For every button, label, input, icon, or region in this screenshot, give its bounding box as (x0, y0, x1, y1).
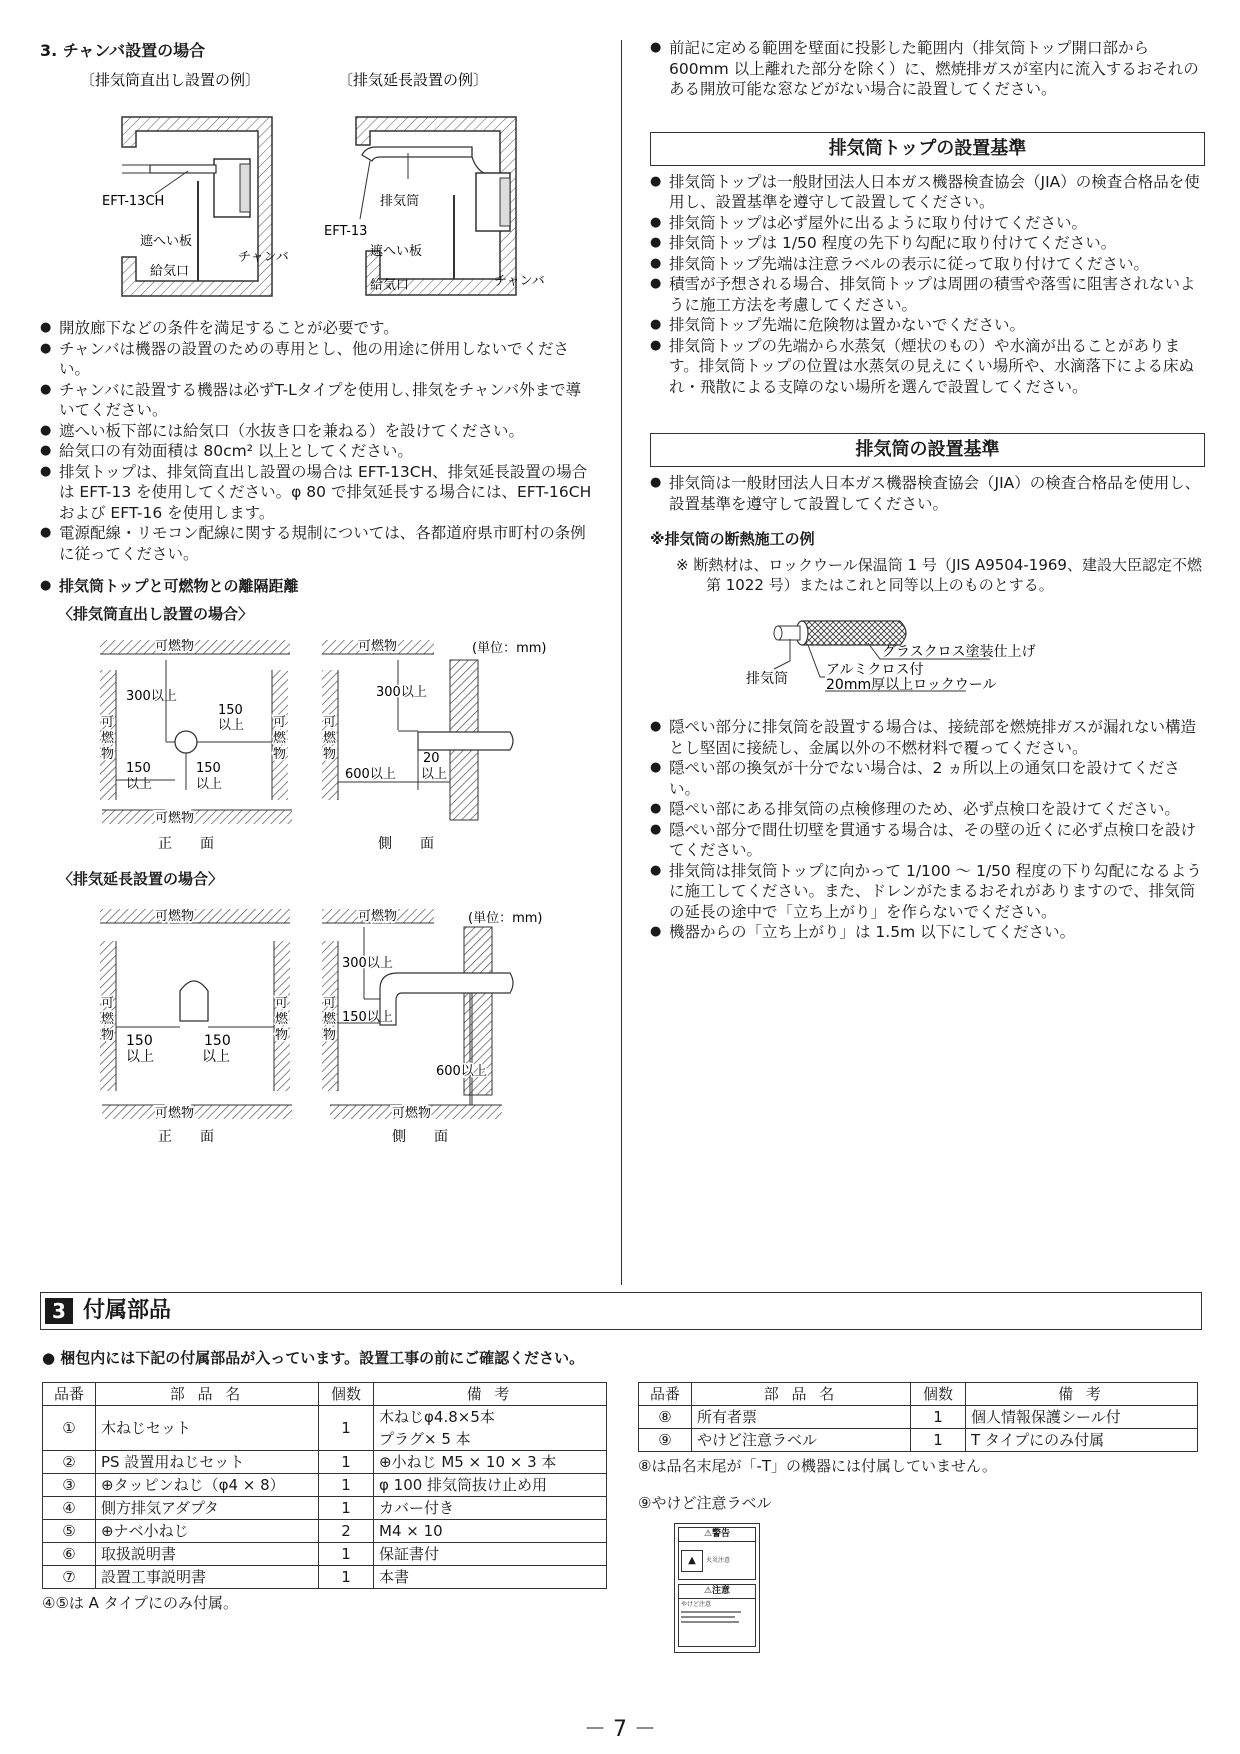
table-row (43, 1566, 607, 1589)
insul-label-pipe: 排気筒 (746, 671, 788, 687)
col-header-no: 品番 (639, 1383, 692, 1406)
cell-name: ⊕タッピンねじ（φ4 × 8） (96, 1474, 319, 1497)
cell-no: ④ (43, 1497, 96, 1520)
front-dim-300: 300以上 (126, 688, 177, 704)
label-eft13: EFT-13 (324, 224, 368, 239)
label-caution-body (678, 1599, 756, 1647)
ext-front-dim-150-right-above: 以上 (202, 1048, 230, 1065)
ext-side-label: 側 面 (392, 1128, 448, 1145)
label-eft13ch: EFT-13CH (102, 194, 165, 209)
front-right-combustible-2: 燃 (273, 730, 287, 746)
parts-table-right (638, 1382, 1198, 1452)
front-left-combustible-1: 可 (101, 714, 115, 730)
list-item: ● チャンバに設置する機器は必ずT-Lタイプを使用し､排気をチャンバ外まで導いてください。 (40, 380, 595, 421)
ext-side-left-combustible-1: 可 (323, 995, 337, 1011)
section-title: 付属部品 (83, 1298, 172, 1323)
cell-qty: 1 (319, 1543, 374, 1566)
side-dim-20-above: 以上 (421, 766, 448, 782)
front-left-combustible-2: 燃 (101, 730, 115, 746)
insulation-title: ※排気筒の断熱施工の例 (650, 530, 815, 548)
cell-note: φ 100 排気筒抜け止め用 (374, 1474, 607, 1497)
box-title-exhaust-pipe: 排気筒の設置基準 (650, 433, 1205, 467)
chamber-figure (40, 69, 595, 304)
front-left-combustible-3: 物 (101, 746, 115, 762)
cell-qty: 1 (319, 1474, 374, 1497)
cell-qty: 1 (911, 1406, 966, 1429)
parts-table-right-wrap (638, 1382, 1198, 1653)
ext-front-left-combustible-1: 可 (101, 995, 115, 1011)
cell-note: 本書 (374, 1566, 607, 1589)
front-label: 正 面 (158, 835, 214, 852)
cell-name: やけど注意ラベル (692, 1429, 911, 1452)
clearance-direct-diagram (40, 630, 595, 860)
flame-icon: ▲ (681, 1550, 703, 1572)
exhaust-pipe-criteria-list (650, 473, 1205, 514)
ext-side-unit: (単位：mm) (468, 910, 543, 926)
side-top-combustible: 可燃物 (358, 638, 398, 654)
list-item: ● 排気筒トップ先端に危険物は置かないでください。 (650, 315, 1205, 336)
parts-table-left-wrap (42, 1382, 607, 1613)
list-item: ● 排気筒は一般財団法人日本ガス機器検査協会（JIA）の検査合格品を使用し、設置基準を遵守して設置してください。 (650, 473, 1205, 514)
cell-name: 設置工事説明書 (96, 1566, 319, 1589)
insul-label-glass: グラスクロス塗装仕上げ (882, 644, 1036, 660)
right-column (650, 38, 1205, 943)
cell-no: ⑨ (639, 1429, 692, 1452)
sub-heading-direct: 〈排気筒直出し設置の場合〉 (58, 604, 254, 623)
cell-no: ⑥ (43, 1543, 96, 1566)
cell-no: ① (43, 1406, 96, 1451)
accessories-intro: ● 梱包内には下記の付属部品が入っています。設置工事の前にご確認ください。 (42, 1349, 585, 1367)
sub-heading-extend: 〈排気延長設置の場合〉 (58, 869, 224, 888)
insulation-figure (650, 595, 1205, 705)
label-warning-sub: 火災注意 (706, 1557, 731, 1564)
col-header-name: 部 品 名 (96, 1383, 319, 1406)
label-caution-lines (681, 1611, 741, 1613)
list-item: ● チャンバは機器の設置のための専用とし、他の用途に併用しないでください。 (40, 339, 595, 380)
fig-caption-direct: 〔排気筒直出し設置の例〕 (80, 71, 261, 89)
col-header-no: 品番 (43, 1383, 96, 1406)
ext-side-left-combustible-3: 物 (323, 1027, 337, 1043)
cell-note: T タイプにのみ付属 (966, 1429, 1198, 1452)
table-row (639, 1429, 1198, 1452)
label-caution-lines (681, 1621, 739, 1623)
cell-qty: 1 (319, 1406, 374, 1451)
list-item: ● 排気筒トップ先端は注意ラベルの表示に従って取り付けてください。 (650, 254, 1205, 275)
side-dim-20: 20 (423, 750, 440, 766)
list-item: ● 遮へい板下部には給気口（水抜き口を兼ねる）を設けてください。 (40, 421, 595, 442)
burn-warning-label (674, 1523, 760, 1653)
cell-note: プラグ× 5 本 (374, 1428, 607, 1451)
cell-no: ③ (43, 1474, 96, 1497)
table-row (43, 1451, 607, 1474)
list-item: ● 排気筒トップの先端から水蒸気（煙状のもの）や水滴が出ることがあります。排気筒トップの位置は水蒸気の見えにくい場所や、水滴落下による床ぬれ・飛散による支障のない場所を選んで設置してください。 (650, 336, 1205, 398)
ext-front-label: 正 面 (158, 1128, 214, 1145)
cell-note: 個人情報保護シール付 (966, 1406, 1198, 1429)
section-title-chamber: 3. チャンバ設置の場合 (40, 41, 206, 60)
label-chamber-right: チャンバ (494, 274, 545, 289)
table-row (43, 1406, 607, 1429)
list-item: ● 排気トップは、排気筒直出し設置の場合は EFT-13CH、排気延長設置の場合は EFT-13 を使用してください。φ 80 で排気延長する場合には、EFT-16CH および EFT-16 を使用します。 (40, 462, 595, 524)
side-dim-300: 300以上 (376, 684, 427, 700)
front-right-combustible-1: 可 (273, 714, 287, 730)
ext-front-right-combustible-3: 物 (275, 1027, 289, 1043)
cell-name: 所有者票 (692, 1406, 911, 1429)
cell-qty: 1 (319, 1451, 374, 1474)
ext-front-right-combustible-1: 可 (275, 995, 289, 1011)
table-row (43, 1497, 607, 1520)
ext-side-top-combustible: 可燃物 (358, 908, 398, 924)
cell-no: ⑤ (43, 1520, 96, 1543)
table-header-row (43, 1383, 607, 1406)
front-bottom-combustible: 可燃物 (155, 810, 195, 826)
ext-front-right-combustible-2: 燃 (275, 1011, 289, 1027)
label-caution-sub: やけど注意 (681, 1601, 712, 1608)
front-dim-150-bottom: 150 (196, 760, 221, 776)
front-dim-150-bottom-above: 以上 (196, 776, 223, 792)
cell-qty: 2 (319, 1520, 374, 1543)
cell-qty: 1 (319, 1566, 374, 1589)
hidden-section-list (650, 717, 1205, 943)
col-header-note: 備 考 (374, 1383, 607, 1406)
cell-note: 保証書付 (374, 1543, 607, 1566)
ext-front-bottom-combustible: 可燃物 (155, 1105, 195, 1121)
col-header-note: 備 考 (966, 1383, 1198, 1406)
side-left-combustible-3: 物 (323, 746, 337, 762)
list-item: ● 排気筒トップは一般財団法人日本ガス機器検査協会（JIA）の検査合格品を使用し、設置基準を遵守して設置してください。 (650, 172, 1205, 213)
ext-side-dim-150: 150以上 (342, 1009, 393, 1025)
label-baffle-right: 遮へい板 (370, 244, 423, 259)
col-header-qty: 個数 (319, 1383, 374, 1406)
front-dim-150-left: 150 (126, 760, 151, 776)
exhaust-top-criteria-list (650, 172, 1205, 398)
column-divider (621, 40, 622, 1285)
list-item: ● 排気筒トップは 1/50 程度の先下り勾配に取り付けてください。 (650, 233, 1205, 254)
list-item: ● 隠ぺい部分で間仕切壁を貫通する場合は、その壁の近くに必ず点検口を設けてください。 (650, 820, 1205, 861)
col-header-name: 部 品 名 (692, 1383, 911, 1406)
list-item: ● 積雪が予想される場合、排気筒トップは周囲の積雪や落雪に阻害されないように施工方法を考慮してください。 (650, 274, 1205, 315)
side-label: 側 面 (378, 835, 434, 852)
cell-name: PS 設置用ねじセット (96, 1451, 319, 1474)
cell-qty: 1 (319, 1497, 374, 1520)
label-caution-lines (681, 1616, 735, 1618)
label-pipe-fig: 排気筒 (380, 194, 420, 209)
side-dim-600: 600以上 (345, 766, 396, 782)
table-row (43, 1474, 607, 1497)
cell-no: ② (43, 1451, 96, 1474)
ext-front-dim-150-right: 150 (204, 1032, 231, 1049)
cell-no: ⑦ (43, 1566, 96, 1589)
col-header-qty: 個数 (911, 1383, 966, 1406)
table-row (43, 1520, 607, 1543)
list-item: ● 隠ぺい部分に排気筒を設置する場合は、接続部を燃焼排ガスが漏れない構造とし堅固に接続し、金属以外の不燃材料で覆ってください。 (650, 717, 1205, 758)
cell-note: ⊕小ねじ M5 × 10 × 3 本 (374, 1451, 607, 1474)
side-unit: (単位：mm) (472, 640, 547, 656)
fig-caption-extend: 〔排気延長設置の例〕 (338, 71, 489, 89)
ext-front-left-combustible-2: 燃 (101, 1011, 115, 1027)
page-number: － 7 － (584, 1717, 656, 1742)
list-item: ● 給気口の有効面積は 80cm² 以上としてください。 (40, 441, 595, 462)
section-header-accessories (40, 1292, 1202, 1330)
cell-name: 取扱説明書 (96, 1543, 319, 1566)
ext-side-dim-600: 600以上 (436, 1063, 487, 1079)
label-baffle-left: 遮へい板 (140, 234, 193, 249)
cell-note: カバー付き (374, 1497, 607, 1520)
front-dim-150-right: 150 (218, 702, 243, 718)
insul-label-rock: 20mm厚以上ロックウール (826, 677, 997, 693)
cell-name: 側方排気アダプタ (96, 1497, 319, 1520)
list-item: ● 前記に定める範囲を壁面に投影した範囲内（排気筒トップ開口部から 600mm 以上離れた部分を除く）に、燃焼排ガスが室内に流入するおそれのある開放可能な窓などがない場合に設置してください。 (650, 38, 1205, 100)
cell-name: 木ねじセット (96, 1406, 319, 1451)
label-warning-header: ⚠警告 (678, 1527, 756, 1542)
clearance-extend-diagram (40, 895, 595, 1150)
front-dim-150-left-above: 以上 (126, 776, 153, 792)
cell-no: ⑧ (639, 1406, 692, 1429)
top-continued-list (650, 38, 1205, 100)
list-item: ● 隠ぺい部にある排気筒の点検修理のため、必ず点検口を設けてください。 (650, 799, 1205, 820)
front-right-combustible-3: 物 (273, 746, 287, 762)
clearance-heading: ● 排気筒トップと可燃物との離隔距離 (40, 576, 595, 597)
box-title-exhaust-top: 排気筒トップの設置基準 (650, 132, 1205, 166)
ext-side-left-combustible-2: 燃 (323, 1011, 337, 1027)
list-item: ● 電源配線・リモコン配線に関する規制については、各都道府県市町村の条例に従ってください。 (40, 523, 595, 564)
insulation-note: ※ 断熱材は、ロックウール保温筒 1 号（JIS A9504-1969、建設大臣認定不燃第 1022 号）またはこれと同等以上のものとする。 (676, 556, 1202, 594)
side-left-combustible-2: 燃 (323, 730, 337, 746)
ext-side-bottom-combustible: 可燃物 (392, 1105, 432, 1121)
ext-front-dim-150-left: 150 (126, 1032, 153, 1049)
cell-name: ⊕ナベ小ねじ (96, 1520, 319, 1543)
cell-note: 木ねじφ4.8×5本 (374, 1406, 607, 1429)
label-caution-header: ⚠注意 (678, 1584, 756, 1599)
front-top-combustible: 可燃物 (155, 638, 195, 654)
list-item: ● 排気筒トップは必ず屋外に出るように取り付けてください。 (650, 213, 1205, 234)
list-item: ● 機器からの「立ち上がり」は 1.5m 以下にしてください。 (650, 922, 1205, 943)
list-item: ● 排気筒は排気筒トップに向かって 1/100 ～ 1/50 程度の下り勾配になるように施工してください。また、ドレンがたまるおそれがありますので、排気筒の延長の途中で「立ち上がり」を作らないでください。 (650, 861, 1205, 923)
chamber-bullet-list (40, 318, 595, 564)
cell-qty: 1 (911, 1429, 966, 1452)
list-item: ● 隠ぺい部の換気が十分でない場合は、2 ヵ所以上の通気口を設けてください。 (650, 758, 1205, 799)
ext-side-dim-300: 300以上 (342, 955, 393, 971)
label-chamber-left: チャンバ (238, 250, 289, 265)
label-intake-left: 給気口 (150, 264, 190, 279)
table-row (43, 1543, 607, 1566)
table-row (639, 1406, 1198, 1429)
cell-note: M4 × 10 (374, 1520, 607, 1543)
table-header-row (639, 1383, 1198, 1406)
ext-front-dim-150-left-above: 以上 (126, 1048, 154, 1065)
section-number: 3 (45, 1298, 73, 1324)
label-warning-body (678, 1542, 756, 1580)
left-column (40, 38, 595, 1154)
clearance-heading-list (40, 576, 595, 597)
table-right-footnote: ⑧は品名末尾が「-T」の機器には付属していません。 (638, 1457, 997, 1475)
label-caption: ⑨やけど注意ラベル (638, 1494, 772, 1512)
insul-label-alum: アルミクロス付 (826, 662, 924, 678)
ext-front-left-combustible-3: 物 (101, 1027, 115, 1043)
ext-front-top-combustible: 可燃物 (155, 908, 195, 924)
table-left-footnote: ④⑤は A タイプにのみ付属。 (42, 1594, 238, 1612)
label-intake-right: 給気口 (370, 278, 410, 293)
parts-table-left (42, 1382, 607, 1589)
front-dim-150-right-above: 以上 (218, 717, 245, 733)
list-item: ● 開放廊下などの条件を満足することが必要です。 (40, 318, 595, 339)
side-left-combustible-1: 可 (323, 714, 337, 730)
